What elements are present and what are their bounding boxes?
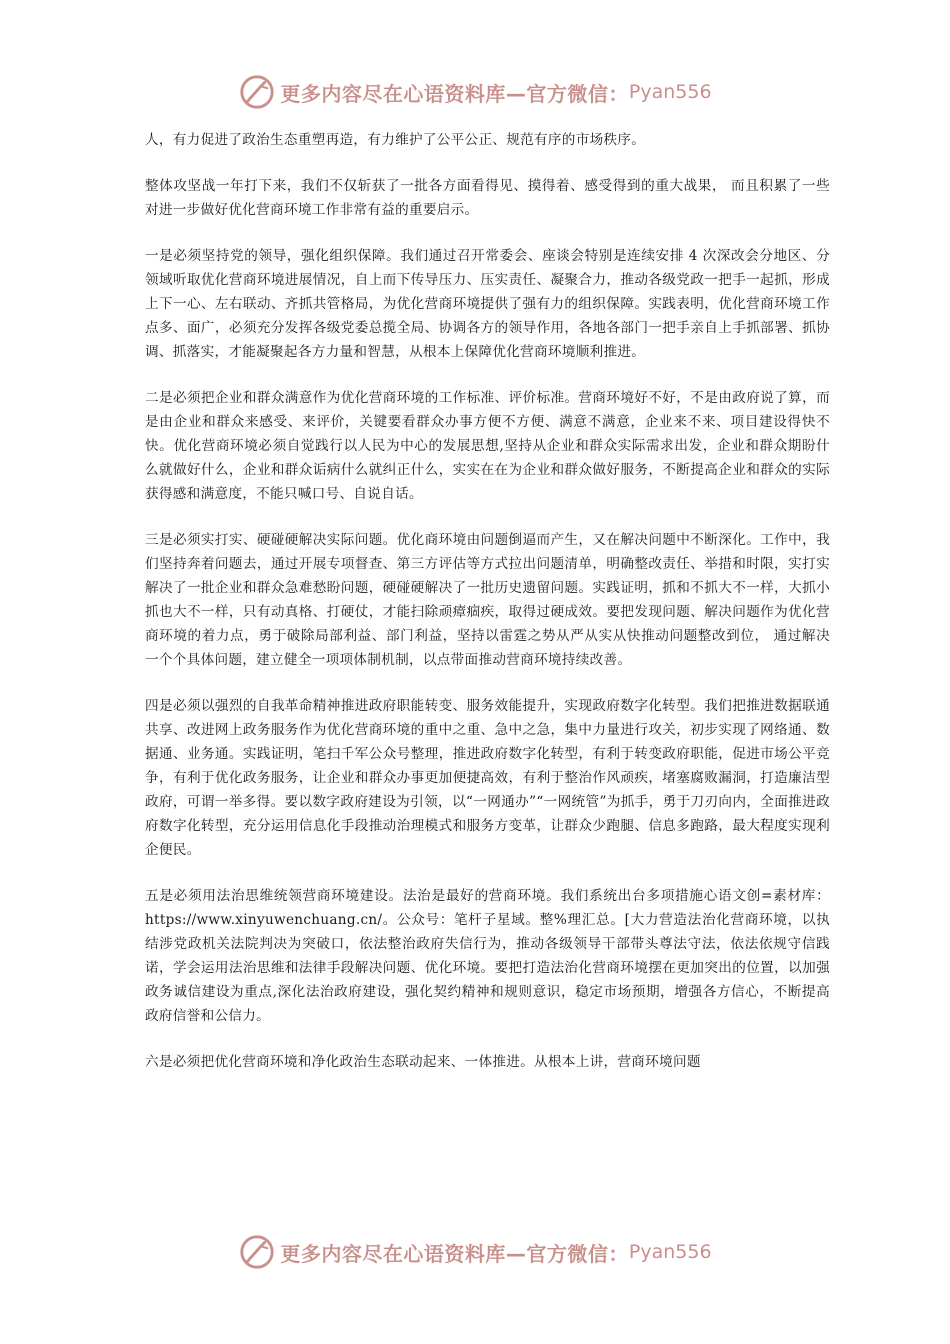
watermark-id: Pyan556 [628,81,712,103]
header-watermark [0,72,950,112]
footer-watermark [0,1232,950,1272]
paragraph-8: 六是必须把优化营商环境和净化政治生态联动起来、一体推进。从根本上讲，营商环境问题 [145,1054,701,1070]
paragraph-3: 一是必须坚持党的领导，强化组织保障。我们通过召开常委会、座谈会特别是连续安排 4 次深改会分地区、分领域听取优化营商环境进展情况，自上而下传导压力、压实责任、凝聚合力，推动各级党政一把手一起抓，形成上下一心、左右联动、齐抓共管格局，为优化营商环境提供了强有力的组织保障。实践表明，优化营商环境工作点多、面广，必须充分发挥各级党委总揽全局、协调各方的领导作用，各地各部门一把手亲自上手抓部署、抓协调、抓落实，才能凝聚起各方力量和智慧，从根本上保障优化营商环境顺利推进。 [145,248,830,360]
watermark-text: 更多内容尽在心语资料库—官方微信： [280,81,629,106]
watermark-text: 更多内容尽在心语资料库—官方微信： [280,1241,629,1266]
paragraph-6: 四是必须以强烈的自我革命精神推进政府职能转变、服务效能提升，实现政府数字化转型。我们把推进数据联通共享、改进网上政务服务作为优化营商环境的重中之重、急中之急，集中力量进行攻关，初步实现了网络通、数据通、业务通。实践证明，笔扫千军公众号整理，推进政府数字化转型，有利于转变政府职能，促进市场公平竞争，有利于优化政务服务，让企业和群众办事更加便捷高效，有利于整治作风顽疾，堵塞腐败漏洞，打造廉洁型政府，可谓一举多得。要以数字政府建设为引领，以“一网通办”“一网统管”为抓手，勇于刀刃向内，全面推进政府数字化转型，充分运用信息化手段推动治理模式和服务方变革，让群众少跑腿、信息多跑路，最大程度实现利企便民。 [145,698,830,858]
paragraph-5: 三是必须实打实、硬碰硬解决实际问题。优化商环境由问题倒逼而产生，又在解决问题中不断深化。工作中，我们坚持奔着问题去，通过开展专项督查、第三方评估等方式拉出问题清单，明确整改责任、举措和时限，实打实解决了一批企业和群众急难愁盼问题，硬碰硬解决了一批历史遗留问题。实践证明，抓和不抓大不一样，大抓小抓也大不一样，只有动真格、打硬仗，才能扫除顽瘴痼疾，取得过硬成效。要把发现问题、解决问题作为优化营商环境的着力点，勇于破除局部利益、部门利益，坚持以雷霆之势从严从实从快推动问题整改到位， 通过解决一个个具体问题，建立健全一项项体制机制，以点带面推动营商环境持续改善。 [145,532,830,668]
watermark-id: Pyan556 [628,1241,712,1263]
brush-logo-icon [238,73,276,111]
paragraph-1: 人，有力促进了政治生态重塑再造，有力维护了公平公正、规范有序的市场秩序。 [145,132,646,148]
paragraph-4: 二是必须把企业和群众满意作为优化营商环境的工作标准、评价标准。营商环境好不好，不是由政府说了算，而是由企业和群众来感受、来评价，关键要看群众办事方便不方便、满意不满意，企业来不来、项目建设得快不快。优化营商环境必须自觉践行以人民为中心的发展思想,坚持从企业和群众实际需求出发，企业和群众期盼什么就做好什么，企业和群众诟病什么就纠正什么，实实在在为企业和群众做好服务，不断提高企业和群众的实际获得感和满意度，不能只喊口号、自说自话。 [145,390,830,502]
paragraph-2: 整体攻坚战一年打下来，我们不仅斩获了一批各方面看得见、摸得着、感受得到的重大战果， 而且积累了一些对进一步做好优化营商环境工作非常有益的重要启示。 [145,178,830,218]
brush-logo-icon [238,1233,276,1271]
document-body [145,128,830,1096]
paragraph-7: 五是必须用法治思维统领营商环境建设。法治是最好的营商环境。我们系统出台多项措施心语文创=素材库：https://www.xinyuwenchuang.cn/。公众号：笔杆子星域。整%理汇总。[大力营造法治化营商环境，以执结涉党政机关法院判决为突破口，依法整治政府失信行为，推动各级领导干部带头尊法守法，依法依规守信践诺，学会运用法治思维和法律手段解决问题、优化环境。要把打造法治化营商环境摆在更加突出的位置，以加强政务诚信建设为重点,深化法治政府建设，强化契约精神和规则意识，稳定市场预期，增强各方信心，不断提高政府信誉和公信力。 [145,888,830,1024]
